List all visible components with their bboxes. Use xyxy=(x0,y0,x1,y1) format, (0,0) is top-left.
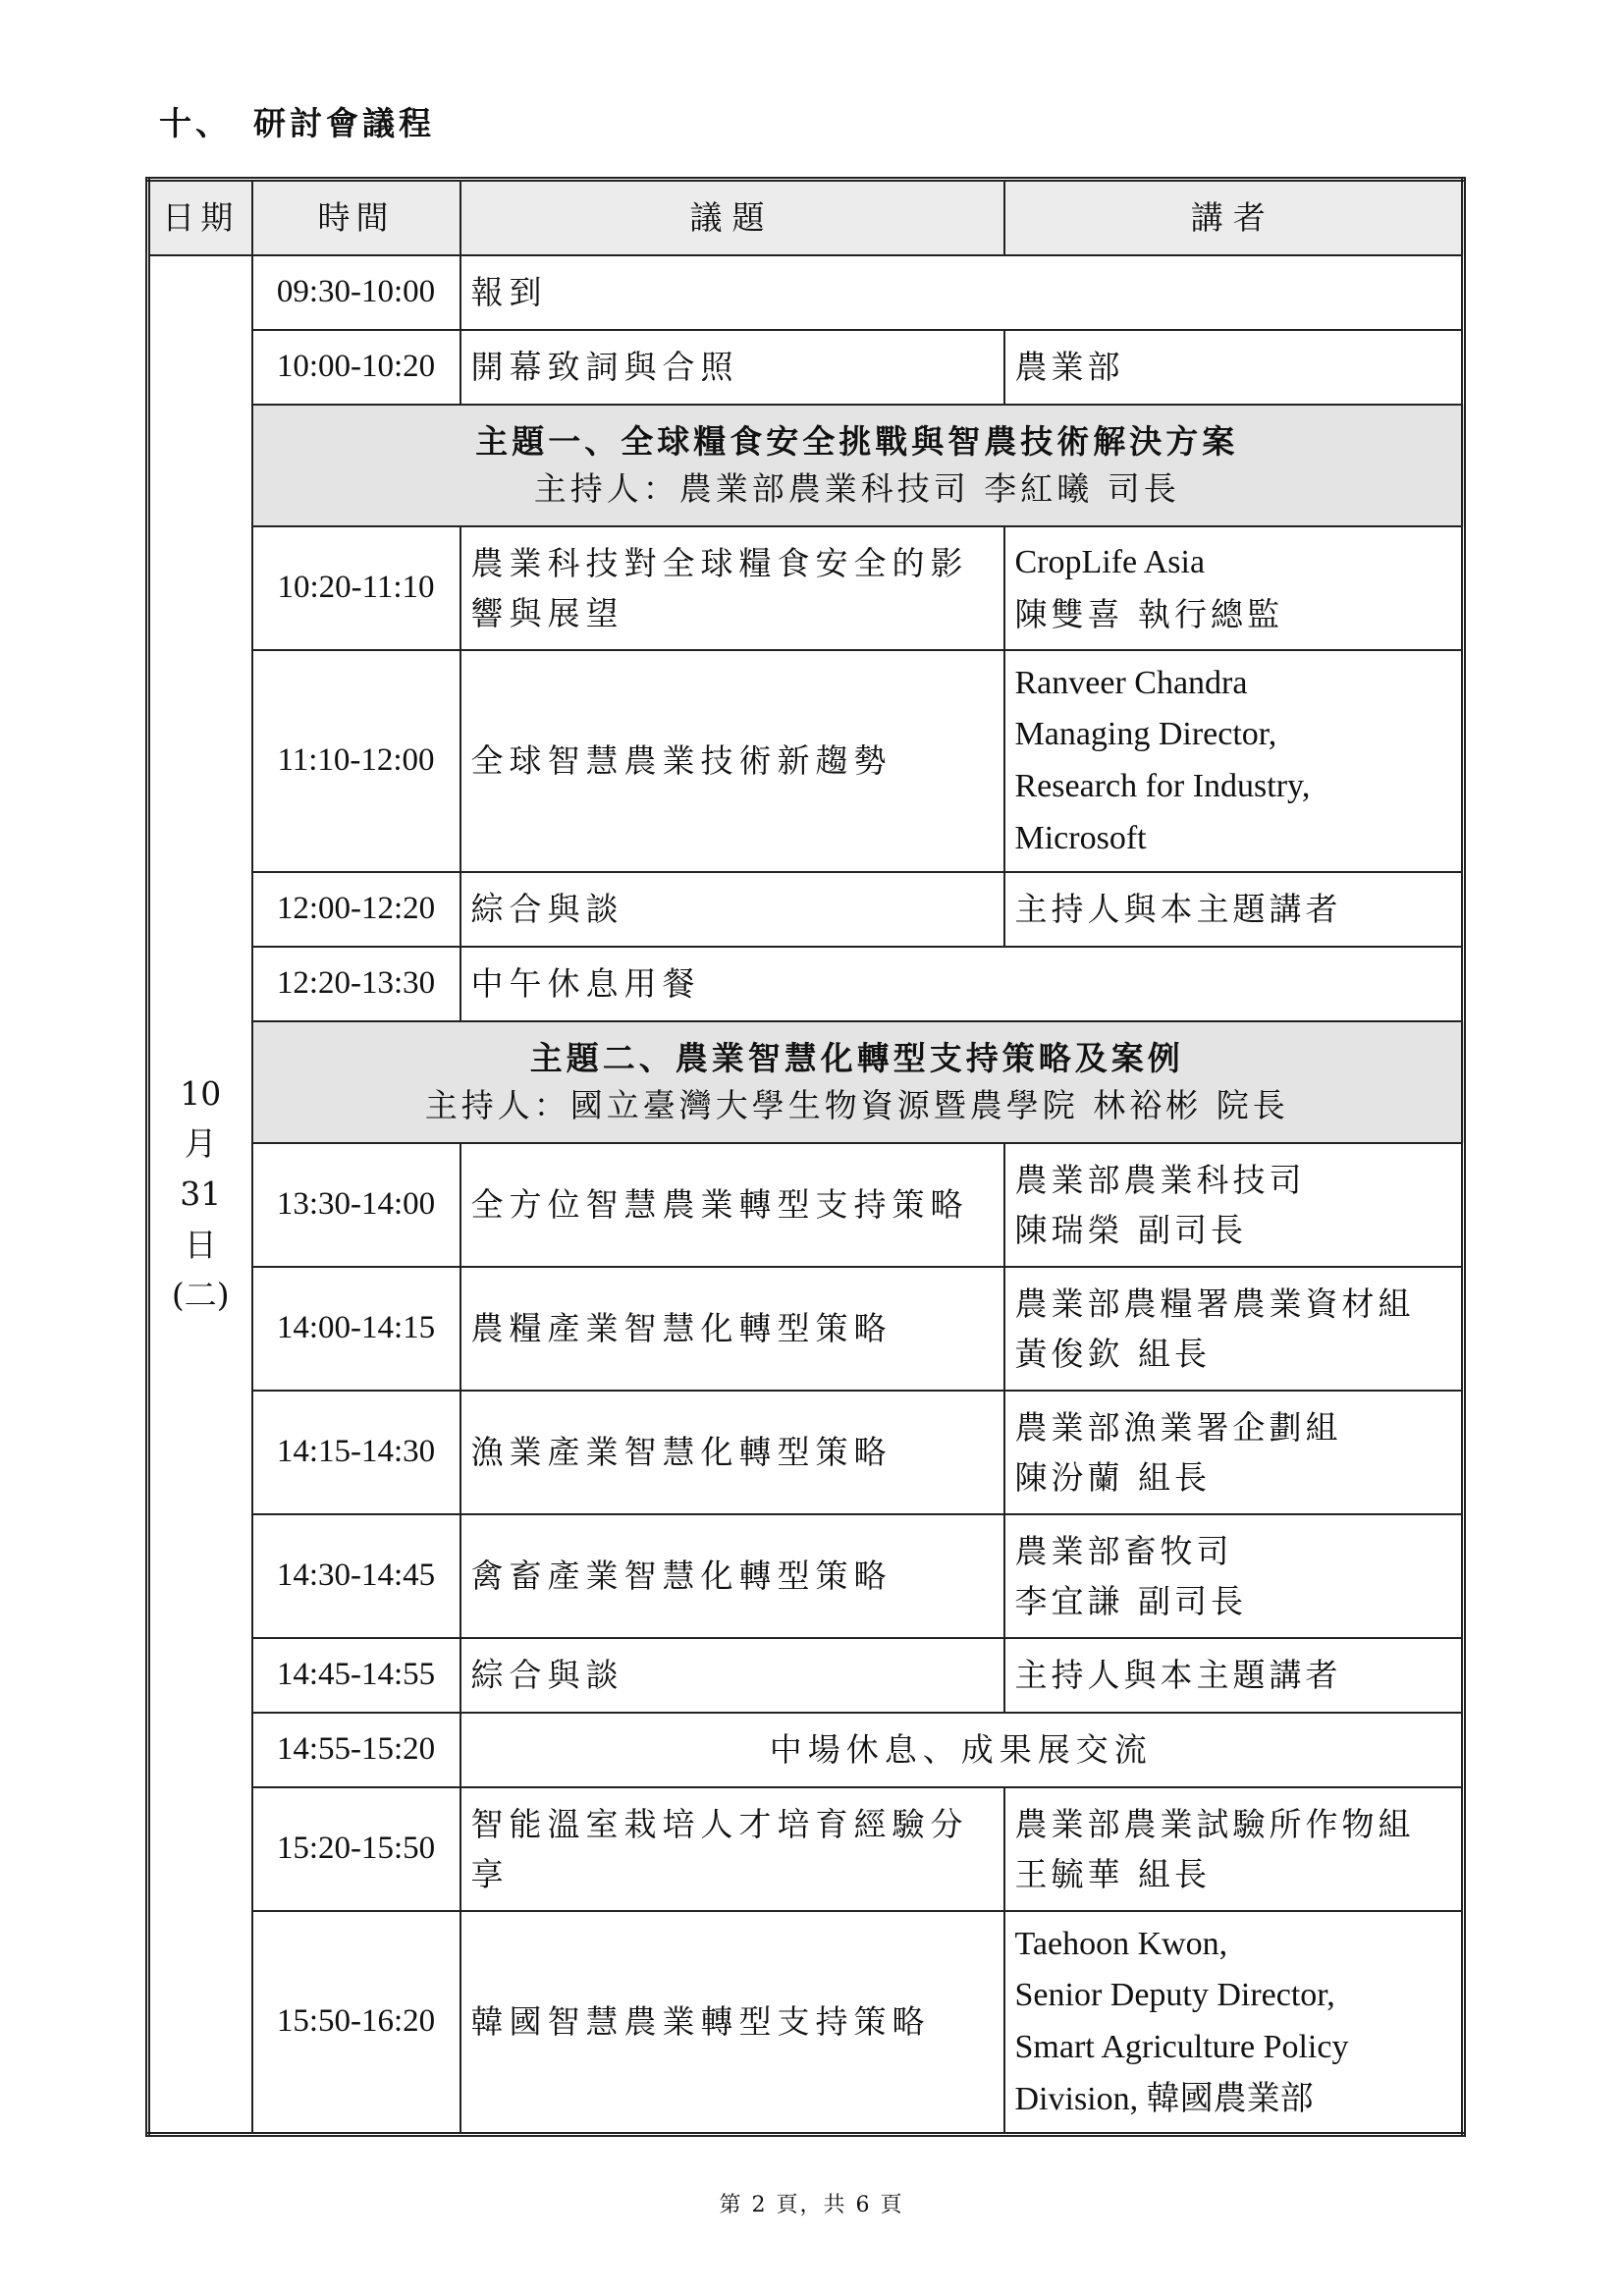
speaker-line: 李宜謙 副司長 xyxy=(1014,1582,1247,1620)
speaker-cell xyxy=(1004,650,1464,872)
table-row xyxy=(148,1391,1464,1514)
page-footer: 第 2 頁，共 6 頁 xyxy=(719,2193,904,2217)
speaker-cell xyxy=(1004,1267,1464,1391)
topic-cell: 禽畜產業智慧化轉型策略 xyxy=(460,1514,1004,1638)
speaker-line: Research for Industry, xyxy=(1014,768,1311,804)
date-part: 日 xyxy=(184,1225,217,1264)
header-date: 日期 xyxy=(148,180,252,256)
header-time: 時間 xyxy=(252,180,460,256)
speaker-line: 王毓華 組長 xyxy=(1014,1855,1211,1893)
speaker-line: Senior Deputy Director, xyxy=(1014,1977,1335,2014)
speaker-cell xyxy=(1004,526,1464,650)
table-row xyxy=(148,1267,1464,1391)
speaker-line: 主持人與本主題講者 xyxy=(1014,1656,1342,1695)
agenda-table xyxy=(145,177,1466,2137)
speaker-line: Smart Agriculture Policy xyxy=(1014,2029,1349,2065)
topic-cell: 農業科技對全球糧食安全的影響與展望 xyxy=(460,526,1004,650)
topic-cell: 智能溫室栽培人才培育經驗分享 xyxy=(460,1787,1004,1911)
table-row xyxy=(148,1514,1464,1638)
speaker-line: 農業部畜牧司 xyxy=(1014,1531,1233,1570)
speaker-line: 黃俊欽 組長 xyxy=(1014,1335,1211,1373)
section-heading xyxy=(159,98,435,144)
time-cell: 12:00-12:20 xyxy=(252,872,460,947)
speaker-line: 陳汾蘭 組長 xyxy=(1014,1458,1211,1497)
theme-title: 主題一、全球糧食安全挑戰與智農技術解決方案 xyxy=(475,422,1239,462)
table-row xyxy=(148,1911,1464,2135)
theme-host: 主持人：農業部農業科技司 李紅曦 司長 xyxy=(533,469,1180,508)
topic-cell: 全方位智慧農業轉型支持策略 xyxy=(460,1143,1004,1267)
time-cell: 12:20-13:30 xyxy=(252,947,460,1021)
topic-cell: 全球智慧農業技術新趨勢 xyxy=(460,650,1004,872)
speaker-line: Division, 韓國農業部 xyxy=(1014,2080,1314,2117)
speaker-line: Taehoon Kwon, xyxy=(1014,1925,1228,1962)
theme-title: 主題二、農業智慧化轉型支持策略及案例 xyxy=(529,1039,1184,1078)
date-part: 31 xyxy=(180,1175,222,1214)
topic-cell: 綜合與談 xyxy=(460,872,1004,947)
topic-cell: 漁業產業智慧化轉型策略 xyxy=(460,1391,1004,1514)
speaker-line: 農業部漁業署企劃組 xyxy=(1014,1407,1342,1447)
table-row xyxy=(148,1787,1464,1911)
date-part: 10 xyxy=(180,1074,222,1114)
time-cell: 14:00-14:15 xyxy=(252,1267,460,1391)
time-cell: 14:30-14:45 xyxy=(252,1514,460,1638)
table-row xyxy=(148,1143,1464,1267)
speaker-line: Microsoft xyxy=(1014,819,1147,856)
topic-cell: 中午休息用餐 xyxy=(460,947,1464,1021)
topic-cell: 韓國智慧農業轉型支持策略 xyxy=(460,1911,1004,2135)
speaker-line: 農業部 xyxy=(1014,348,1124,387)
time-cell: 15:20-15:50 xyxy=(252,1787,460,1911)
topic-cell: 中場休息、成果展交流 xyxy=(460,1713,1464,1787)
theme-row xyxy=(148,405,1464,526)
date-part: (二) xyxy=(171,1275,230,1314)
speaker-cell xyxy=(1004,1911,1464,2135)
speaker-cell xyxy=(1004,1143,1464,1267)
date-part: 月 xyxy=(184,1124,217,1164)
topic-cell: 報到 xyxy=(460,255,1464,330)
time-cell: 14:55-15:20 xyxy=(252,1713,460,1787)
table-row xyxy=(148,1713,1464,1787)
theme-cell xyxy=(252,1021,1464,1143)
time-cell: 09:30-10:00 xyxy=(252,255,460,330)
date-cell xyxy=(148,255,252,2135)
table-header-row xyxy=(148,180,1464,256)
speaker-line: 農業部農業試驗所作物組 xyxy=(1014,1804,1415,1843)
speaker-line: Managing Director, xyxy=(1014,716,1277,753)
time-cell: 10:20-11:10 xyxy=(252,526,460,650)
time-cell: 15:50-16:20 xyxy=(252,1911,460,2135)
speaker-cell xyxy=(1004,1787,1464,1911)
speaker-line: 農業部農糧署農業資材組 xyxy=(1014,1284,1415,1323)
time-cell: 11:10-12:00 xyxy=(252,650,460,872)
speaker-line: Ranveer Chandra xyxy=(1014,664,1248,701)
section-number: 十、 xyxy=(159,104,232,142)
section-title: 研討會議程 xyxy=(253,104,435,142)
speaker-cell xyxy=(1004,872,1464,947)
speaker-cell xyxy=(1004,1638,1464,1713)
speaker-line: 農業部農業科技司 xyxy=(1014,1160,1306,1199)
header-topic: 議題 xyxy=(460,180,1004,256)
speaker-cell xyxy=(1004,1391,1464,1514)
table-row xyxy=(148,872,1464,947)
time-cell: 14:45-14:55 xyxy=(252,1638,460,1713)
table-row xyxy=(148,255,1464,330)
speaker-line: 陳雙喜 執行總監 xyxy=(1014,594,1283,633)
speaker-line: 陳瑞榮 副司長 xyxy=(1014,1211,1247,1249)
time-cell: 13:30-14:00 xyxy=(252,1143,460,1267)
speaker-cell xyxy=(1004,1514,1464,1638)
header-speaker: 講者 xyxy=(1004,180,1464,256)
table-row xyxy=(148,330,1464,405)
speaker-line: CropLife Asia xyxy=(1014,544,1206,581)
time-cell: 14:15-14:30 xyxy=(252,1391,460,1514)
table-row xyxy=(148,1638,1464,1713)
theme-host: 主持人：國立臺灣大學生物資源暨農學院 林裕彬 院長 xyxy=(424,1086,1289,1124)
speaker-line: 主持人與本主題講者 xyxy=(1014,890,1342,929)
time-cell: 10:00-10:20 xyxy=(252,330,460,405)
topic-cell: 農糧產業智慧化轉型策略 xyxy=(460,1267,1004,1391)
theme-row xyxy=(148,1021,1464,1143)
topic-cell: 綜合與談 xyxy=(460,1638,1004,1713)
table-row xyxy=(148,526,1464,650)
theme-cell xyxy=(252,405,1464,526)
topic-cell: 開幕致詞與合照 xyxy=(460,330,1004,405)
speaker-cell xyxy=(1004,330,1464,405)
table-row xyxy=(148,947,1464,1021)
table-row xyxy=(148,650,1464,872)
